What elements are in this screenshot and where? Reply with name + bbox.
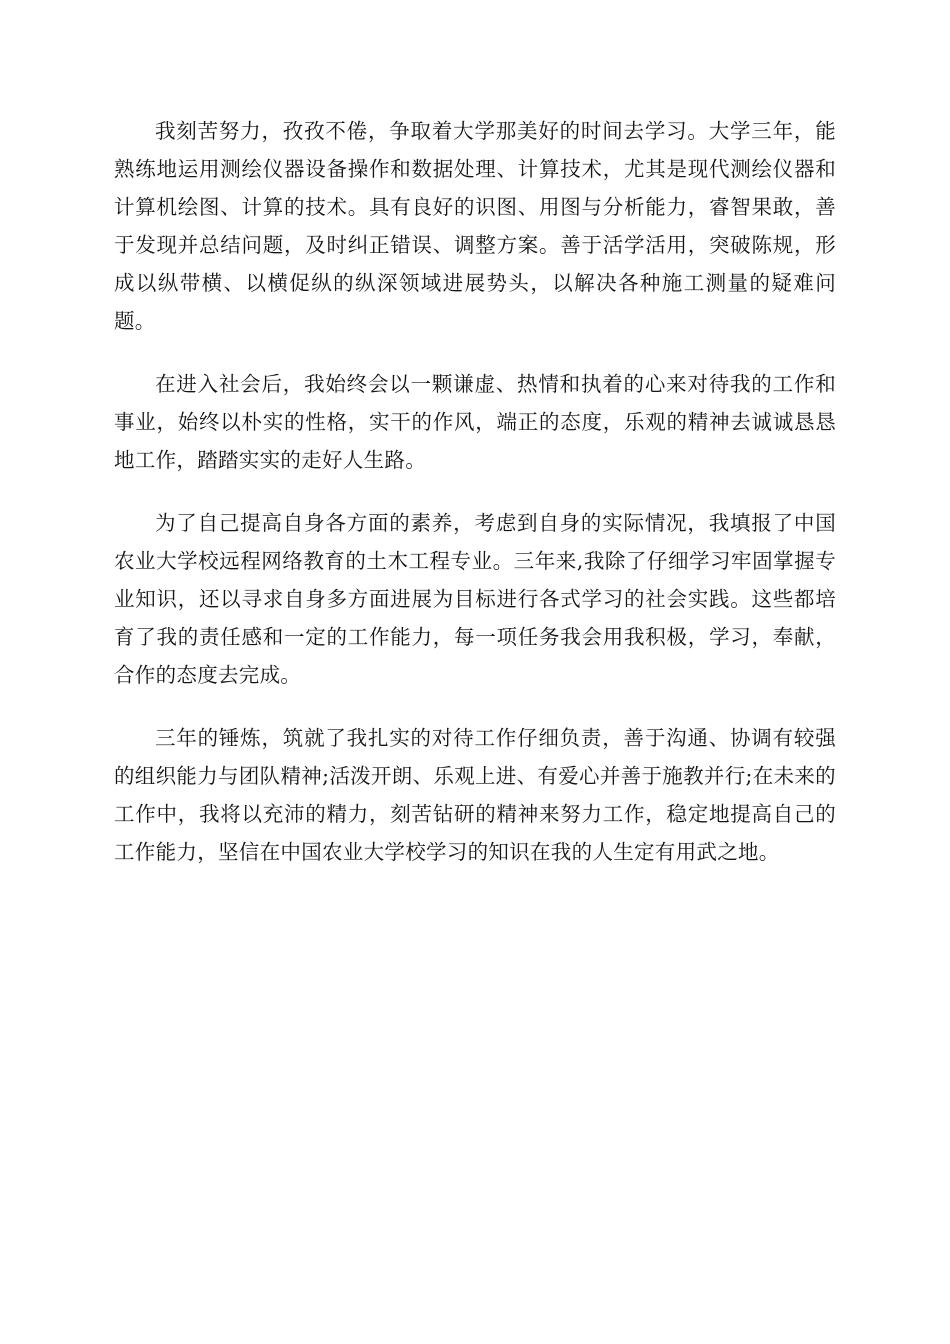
paragraph-conclusion: 三年的锤炼，筑就了我扎实的对待工作仔细负责，善于沟通、协调有较强的组织能力与团队精神;活泼开朗、乐观上进、有爱心并善于施教并行;在未来的工作中，我将以充沛的精力，刻苦钻研的精神来努力工作，稳定地提高自己的工作能力，坚信在中国农业大学校学习的知识在我的人生定有用武之地。 <box>114 726 836 864</box>
paragraph-study: 我刻苦努力，孜孜不倦，争取着大学那美好的时间去学习。大学三年，能熟练地运用测绘仪器设备操作和数据处理、计算技术，尤其是现代测绘仪器和计算机绘图、计算的技术。具有良好的识图、用图与分析能力，睿智果敢，善于发现并总结问题，及时纠正错误、调整方案。善于活学活用，突破陈规，形成以纵带横、以横促纵的纵深领域进展势头，以解决各种施工测量的疑难问题。 <box>114 119 836 333</box>
paragraph-education: 为了自己提高自身各方面的素养，考虑到自身的实际情况，我填报了中国农业大学校远程网络教育的土木工程专业。三年来,我除了仔细学习牢固掌握专业知识，还以寻求自身多方面进展为目标进行各式学习的社会实践。这些都培育了我的责任感和一定的工作能力，每一项任务我会用我积极，学习，奉献，合作的态度去完成。 <box>114 511 836 687</box>
document-body <box>114 112 836 896</box>
paragraph-society: 在进入社会后，我始终会以一颗谦虚、热情和执着的心来对待我的工作和事业，始终以朴实的性格，实干的作风，端正的态度，乐观的精神去诚诚恳恳地工作，踏踏实实的走好人生路。 <box>114 372 836 472</box>
